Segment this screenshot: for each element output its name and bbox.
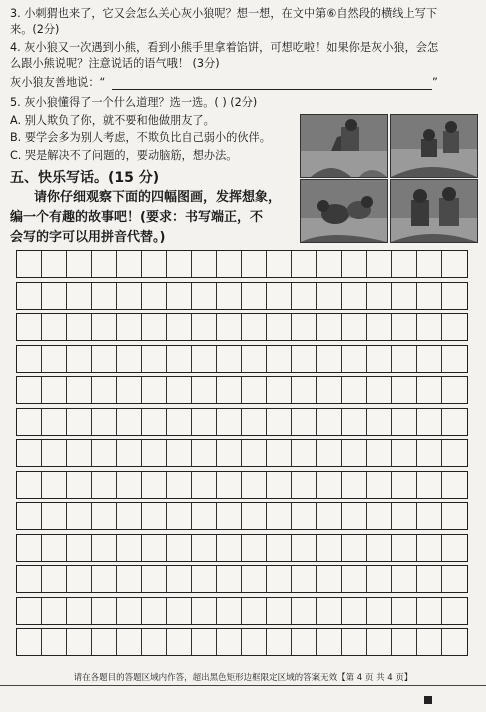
grid-cell[interactable] — [417, 503, 442, 529]
grid-cell[interactable] — [42, 535, 67, 561]
grid-cell[interactable] — [167, 503, 192, 529]
grid-cell[interactable] — [342, 440, 367, 466]
grid-cell[interactable] — [317, 566, 342, 592]
grid-cell[interactable] — [192, 251, 217, 277]
grid-cell[interactable] — [92, 409, 117, 435]
section-5-title: 五、快乐写话。(15 分) — [10, 170, 160, 186]
grid-cell[interactable] — [42, 440, 67, 466]
grid-cell[interactable] — [192, 566, 217, 592]
grid-cell[interactable] — [392, 377, 417, 403]
grid-cell[interactable] — [367, 251, 392, 277]
grid-cell[interactable] — [167, 566, 192, 592]
grid-cell[interactable] — [217, 314, 242, 340]
grid-cell[interactable] — [117, 472, 142, 498]
grid-cell[interactable] — [67, 346, 92, 372]
grid-cell[interactable] — [17, 535, 42, 561]
grid-cell[interactable] — [392, 314, 417, 340]
grid-cell[interactable] — [67, 314, 92, 340]
grid-cell[interactable] — [117, 346, 142, 372]
grid-cell[interactable] — [317, 283, 342, 309]
grid-cell[interactable] — [192, 283, 217, 309]
grid-cell[interactable] — [167, 346, 192, 372]
question-5-stem: 5. 灰小狼懂得了一个什么道理？选一选。( ) (2分) — [10, 96, 258, 109]
grid-cell[interactable] — [117, 440, 142, 466]
grid-cell[interactable] — [17, 598, 42, 624]
grid-cell[interactable] — [442, 472, 467, 498]
grid-cell[interactable] — [317, 314, 342, 340]
section-5-instruction-line-3: 会写的字可以用拼音代替。) — [10, 230, 166, 245]
grid-cell[interactable] — [142, 409, 167, 435]
grid-cell[interactable] — [367, 598, 392, 624]
grid-cell[interactable] — [92, 346, 117, 372]
grid-cell[interactable] — [242, 314, 267, 340]
grid-cell[interactable] — [67, 283, 92, 309]
grid-cell[interactable] — [267, 314, 292, 340]
grid-cell[interactable] — [317, 535, 342, 561]
grid-cell[interactable] — [117, 629, 142, 655]
grid-cell[interactable] — [67, 566, 92, 592]
grid-cell[interactable] — [117, 377, 142, 403]
footer-divider — [0, 685, 486, 686]
grid-cell[interactable] — [292, 314, 317, 340]
grid-cell[interactable] — [292, 472, 317, 498]
grid-cell[interactable] — [392, 503, 417, 529]
grid-cell[interactable] — [417, 440, 442, 466]
grid-cell[interactable] — [367, 566, 392, 592]
grid-cell[interactable] — [67, 535, 92, 561]
question-4-line-1: 4. 灰小狼又一次遇到小熊，看到小熊手里拿着馅饼，可想吃啦！如果你是灰小狼，会怎 — [10, 41, 439, 54]
grid-cell[interactable] — [17, 251, 42, 277]
grid-cell[interactable] — [442, 251, 467, 277]
grid-cell[interactable] — [292, 283, 317, 309]
grid-cell[interactable] — [417, 409, 442, 435]
grid-cell[interactable] — [367, 503, 392, 529]
grid-cell[interactable] — [317, 472, 342, 498]
grid-cell[interactable] — [217, 629, 242, 655]
grid-cell[interactable] — [442, 314, 467, 340]
grid-cell[interactable] — [42, 283, 67, 309]
grid-cell[interactable] — [417, 598, 442, 624]
grid-cell[interactable] — [267, 346, 292, 372]
grid-cell[interactable] — [417, 535, 442, 561]
grid-cell[interactable] — [17, 283, 42, 309]
grid-cell[interactable] — [342, 409, 367, 435]
grid-cell[interactable] — [142, 535, 167, 561]
grid-cell[interactable] — [242, 283, 267, 309]
grid-cell[interactable] — [342, 472, 367, 498]
grid-cell[interactable] — [117, 283, 142, 309]
story-picture-1 — [300, 114, 388, 178]
grid-cell[interactable] — [217, 566, 242, 592]
question-3-line-1: 3. 小刺猬也来了，它又会怎么关心灰小狼呢？想一想，在文中第⑥自然段的横线上写下 — [10, 7, 438, 20]
story-picture-1-art — [301, 115, 387, 177]
grid-cell[interactable] — [292, 566, 317, 592]
grid-cell[interactable] — [392, 251, 417, 277]
grid-cell[interactable] — [442, 346, 467, 372]
grid-cell[interactable] — [367, 409, 392, 435]
story-picture-3-art — [301, 180, 387, 242]
story-picture-2-art — [391, 115, 477, 177]
grid-row — [16, 565, 468, 593]
grid-cell[interactable] — [317, 629, 342, 655]
grid-cell[interactable] — [42, 314, 67, 340]
grid-cell[interactable] — [217, 472, 242, 498]
grid-cell[interactable] — [367, 440, 392, 466]
grid-cell[interactable] — [292, 440, 317, 466]
grid-cell[interactable] — [192, 377, 217, 403]
grid-cell[interactable] — [267, 251, 292, 277]
grid-cell[interactable] — [67, 472, 92, 498]
grid-cell[interactable] — [242, 409, 267, 435]
grid-cell[interactable] — [267, 503, 292, 529]
grid-cell[interactable] — [192, 346, 217, 372]
grid-cell[interactable] — [142, 314, 167, 340]
grid-cell[interactable] — [342, 346, 367, 372]
grid-cell[interactable] — [342, 314, 367, 340]
grid-cell[interactable] — [342, 377, 367, 403]
grid-cell[interactable] — [367, 629, 392, 655]
grid-cell[interactable] — [367, 472, 392, 498]
grid-cell[interactable] — [267, 535, 292, 561]
grid-cell[interactable] — [92, 251, 117, 277]
grid-cell[interactable] — [267, 629, 292, 655]
grid-cell[interactable] — [142, 377, 167, 403]
grid-cell[interactable] — [142, 598, 167, 624]
grid-cell[interactable] — [342, 251, 367, 277]
question-5-option-a: A. 别人欺负了你，就不要和他做朋友了。 — [10, 114, 215, 127]
story-picture-2 — [390, 114, 478, 178]
grid-cell[interactable] — [42, 409, 67, 435]
grid-cell[interactable] — [42, 251, 67, 277]
grid-cell[interactable] — [417, 314, 442, 340]
grid-cell[interactable] — [267, 283, 292, 309]
grid-cell[interactable] — [217, 409, 242, 435]
grid-cell[interactable] — [442, 629, 467, 655]
grid-cell[interactable] — [217, 503, 242, 529]
question-4-line-2: 么跟小熊说呢？注意说话的语气哦！ (3分) — [10, 57, 220, 70]
grid-row — [16, 408, 468, 436]
grid-cell[interactable] — [92, 503, 117, 529]
grid-cell[interactable] — [242, 251, 267, 277]
grid-cell[interactable] — [117, 598, 142, 624]
grid-cell[interactable] — [42, 566, 67, 592]
grid-row — [16, 597, 468, 625]
story-picture-4-art — [391, 180, 477, 242]
grid-cell[interactable] — [417, 346, 442, 372]
grid-cell[interactable] — [117, 314, 142, 340]
grid-cell[interactable] — [42, 377, 67, 403]
grid-cell[interactable] — [167, 251, 192, 277]
grid-cell[interactable] — [117, 503, 142, 529]
grid-cell[interactable] — [342, 283, 367, 309]
grid-cell[interactable] — [167, 535, 192, 561]
grid-cell[interactable] — [267, 566, 292, 592]
grid-cell[interactable] — [242, 440, 267, 466]
grid-cell[interactable] — [192, 598, 217, 624]
grid-cell[interactable] — [17, 346, 42, 372]
grid-cell[interactable] — [317, 251, 342, 277]
grid-cell[interactable] — [42, 629, 67, 655]
grid-row — [16, 313, 468, 341]
grid-cell[interactable] — [217, 283, 242, 309]
grid-cell[interactable] — [317, 503, 342, 529]
grid-cell[interactable] — [267, 472, 292, 498]
grid-row — [16, 250, 468, 278]
story-picture-4 — [390, 179, 478, 243]
grid-cell[interactable] — [242, 503, 267, 529]
grid-cell[interactable] — [167, 598, 192, 624]
grid-cell[interactable] — [142, 283, 167, 309]
grid-cell[interactable] — [292, 377, 317, 403]
question-4-answer-line[interactable] — [112, 89, 432, 90]
grid-cell[interactable] — [317, 440, 342, 466]
grid-cell[interactable] — [392, 409, 417, 435]
grid-cell[interactable] — [42, 472, 67, 498]
grid-cell[interactable] — [217, 377, 242, 403]
grid-cell[interactable] — [292, 346, 317, 372]
question-3-line-2: 来。(2分) — [10, 23, 60, 36]
grid-cell[interactable] — [242, 472, 267, 498]
grid-cell[interactable] — [117, 566, 142, 592]
scan-mark — [424, 696, 432, 704]
grid-row — [16, 439, 468, 467]
grid-cell[interactable] — [142, 251, 167, 277]
grid-cell[interactable] — [217, 251, 242, 277]
grid-cell[interactable] — [417, 566, 442, 592]
grid-cell[interactable] — [417, 283, 442, 309]
grid-cell[interactable] — [392, 440, 417, 466]
grid-row — [16, 345, 468, 373]
grid-cell[interactable] — [192, 629, 217, 655]
grid-cell[interactable] — [442, 535, 467, 561]
grid-cell[interactable] — [17, 440, 42, 466]
grid-cell[interactable] — [167, 629, 192, 655]
grid-cell[interactable] — [292, 409, 317, 435]
grid-cell[interactable] — [317, 598, 342, 624]
grid-cell[interactable] — [142, 503, 167, 529]
grid-cell[interactable] — [192, 503, 217, 529]
grid-cell[interactable] — [317, 346, 342, 372]
grid-cell[interactable] — [342, 566, 367, 592]
question-5-option-c: C. 哭是解决不了问题的，要动脑筋，想办法。 — [10, 149, 238, 162]
grid-cell[interactable] — [442, 377, 467, 403]
grid-cell[interactable] — [42, 346, 67, 372]
grid-cell[interactable] — [167, 314, 192, 340]
grid-cell[interactable] — [192, 440, 217, 466]
grid-cell[interactable] — [167, 472, 192, 498]
grid-cell[interactable] — [367, 283, 392, 309]
grid-cell[interactable] — [217, 440, 242, 466]
grid-cell[interactable] — [92, 535, 117, 561]
grid-cell[interactable] — [392, 346, 417, 372]
grid-cell[interactable] — [167, 440, 192, 466]
grid-cell[interactable] — [92, 629, 117, 655]
grid-cell[interactable] — [67, 629, 92, 655]
section-5-instruction-line-2: 编一个有趣的故事吧！(要求：书写端正，不 — [10, 210, 263, 225]
grid-cell[interactable] — [42, 598, 67, 624]
grid-cell[interactable] — [392, 598, 417, 624]
grid-cell[interactable] — [417, 377, 442, 403]
grid-cell[interactable] — [317, 377, 342, 403]
grid-cell[interactable] — [17, 472, 42, 498]
grid-row — [16, 376, 468, 404]
grid-cell[interactable] — [192, 535, 217, 561]
grid-cell[interactable] — [367, 346, 392, 372]
grid-row — [16, 534, 468, 562]
story-picture-3 — [300, 179, 388, 243]
question-5-option-b: B. 要学会多为别人考虑，不欺负比自己弱小的伙伴。 — [10, 131, 271, 144]
grid-cell[interactable] — [342, 598, 367, 624]
grid-cell[interactable] — [92, 314, 117, 340]
grid-cell[interactable] — [442, 503, 467, 529]
grid-cell[interactable] — [242, 598, 267, 624]
question-4-close-quote: ” — [432, 76, 438, 89]
grid-cell[interactable] — [217, 346, 242, 372]
grid-cell[interactable] — [92, 566, 117, 592]
grid-cell[interactable] — [292, 503, 317, 529]
grid-row — [16, 471, 468, 499]
grid-cell[interactable] — [292, 629, 317, 655]
grid-cell[interactable] — [142, 566, 167, 592]
grid-cell[interactable] — [267, 409, 292, 435]
grid-row — [16, 628, 468, 656]
grid-cell[interactable] — [67, 377, 92, 403]
grid-cell[interactable] — [92, 377, 117, 403]
grid-cell[interactable] — [442, 409, 467, 435]
grid-cell[interactable] — [67, 503, 92, 529]
grid-cell[interactable] — [67, 251, 92, 277]
grid-cell[interactable] — [442, 566, 467, 592]
grid-cell[interactable] — [267, 598, 292, 624]
grid-cell[interactable] — [242, 535, 267, 561]
grid-cell[interactable] — [367, 377, 392, 403]
grid-cell[interactable] — [42, 503, 67, 529]
grid-cell[interactable] — [142, 472, 167, 498]
grid-cell[interactable] — [317, 409, 342, 435]
grid-cell[interactable] — [192, 409, 217, 435]
grid-cell[interactable] — [417, 629, 442, 655]
grid-cell[interactable] — [367, 535, 392, 561]
grid-row — [16, 502, 468, 530]
grid-cell[interactable] — [417, 251, 442, 277]
grid-cell[interactable] — [442, 283, 467, 309]
grid-cell[interactable] — [192, 314, 217, 340]
grid-cell[interactable] — [442, 440, 467, 466]
grid-cell[interactable] — [117, 251, 142, 277]
grid-cell[interactable] — [267, 377, 292, 403]
grid-cell[interactable] — [392, 629, 417, 655]
grid-cell[interactable] — [192, 472, 217, 498]
grid-cell[interactable] — [292, 598, 317, 624]
grid-cell[interactable] — [392, 535, 417, 561]
grid-cell[interactable] — [217, 535, 242, 561]
grid-cell[interactable] — [142, 629, 167, 655]
grid-cell[interactable] — [342, 535, 367, 561]
grid-cell[interactable] — [342, 503, 367, 529]
grid-cell[interactable] — [392, 472, 417, 498]
grid-cell[interactable] — [242, 346, 267, 372]
grid-cell[interactable] — [117, 409, 142, 435]
grid-cell[interactable] — [17, 503, 42, 529]
grid-cell[interactable] — [392, 566, 417, 592]
grid-cell[interactable] — [117, 535, 142, 561]
grid-cell[interactable] — [242, 377, 267, 403]
grid-cell[interactable] — [142, 346, 167, 372]
question-4-prompt: 灰小狼友善地说：“ — [10, 76, 106, 89]
grid-cell[interactable] — [17, 409, 42, 435]
section-5-instruction-line-1: 请你仔细观察下面的四幅图画，发挥想象， — [34, 190, 282, 205]
grid-cell[interactable] — [92, 472, 117, 498]
grid-cell[interactable] — [217, 598, 242, 624]
grid-cell[interactable] — [167, 409, 192, 435]
grid-cell[interactable] — [367, 314, 392, 340]
grid-cell[interactable] — [342, 629, 367, 655]
grid-cell[interactable] — [167, 283, 192, 309]
grid-cell[interactable] — [142, 440, 167, 466]
grid-cell[interactable] — [67, 598, 92, 624]
grid-cell[interactable] — [392, 283, 417, 309]
grid-cell[interactable] — [92, 598, 117, 624]
grid-cell[interactable] — [17, 629, 42, 655]
grid-cell[interactable] — [417, 472, 442, 498]
grid-cell[interactable] — [67, 409, 92, 435]
page-footer: 请在各题目的答题区域内作答，超出黑色矩形边框限定区域的答案无效【第 4 页 共 4 页】 — [73, 673, 413, 683]
grid-row — [16, 282, 468, 310]
grid-cell[interactable] — [17, 377, 42, 403]
grid-cell[interactable] — [242, 566, 267, 592]
grid-cell[interactable] — [17, 314, 42, 340]
grid-cell[interactable] — [442, 598, 467, 624]
grid-cell[interactable] — [267, 440, 292, 466]
grid-cell[interactable] — [292, 535, 317, 561]
grid-cell[interactable] — [167, 377, 192, 403]
grid-cell[interactable] — [292, 251, 317, 277]
grid-cell[interactable] — [92, 283, 117, 309]
grid-cell[interactable] — [67, 440, 92, 466]
grid-cell[interactable] — [17, 566, 42, 592]
grid-cell[interactable] — [92, 440, 117, 466]
grid-cell[interactable] — [242, 629, 267, 655]
